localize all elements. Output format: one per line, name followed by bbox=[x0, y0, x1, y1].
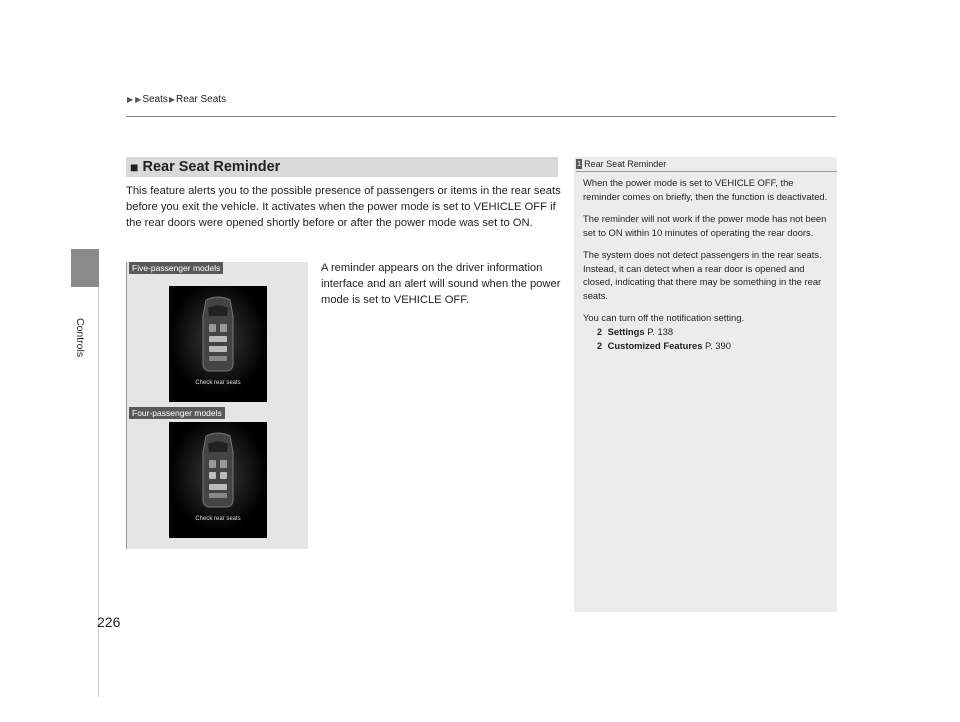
breadcrumb-arrow-icon: ▶ bbox=[168, 95, 176, 104]
breadcrumb-seats-link[interactable]: Seats bbox=[142, 94, 168, 105]
figure-description-text: A reminder appears on the driver information interface and an alert will sound when the power mode is set to VEHICLE OFF. bbox=[321, 262, 561, 306]
side-note-heading bbox=[576, 157, 837, 172]
page-number: 226 bbox=[97, 614, 121, 630]
reference-page: P. 390 bbox=[702, 340, 731, 351]
breadcrumb-rear-seats-link[interactable]: Rear Seats bbox=[176, 94, 227, 105]
reference-arrow-icon: 2 bbox=[597, 326, 603, 337]
four-passenger-screen bbox=[169, 422, 267, 538]
screen-caption: Check rear seats bbox=[195, 380, 241, 386]
five-passenger-screen bbox=[169, 286, 267, 402]
note-paragraph: The reminder will not work if the power mode has not been set to ON within 10 minutes of operating the rear doors. bbox=[583, 213, 827, 238]
reference-arrow-icon: 2 bbox=[597, 341, 603, 351]
header-rule bbox=[126, 116, 836, 117]
note-ref-number: 1 bbox=[577, 159, 582, 168]
four-passenger-tag: Four-passenger models bbox=[129, 407, 225, 419]
section-intro-text: This feature alerts you to the possible presence of passengers or items in the rear seats before you exit the vehicle. It activates when the power mode is set to VEHICLE OFF if the rear doors were opened shortly before or after the power mode was set to ON. bbox=[126, 185, 561, 229]
car-top-view-icon bbox=[169, 422, 267, 538]
section-marker-icon: ■ bbox=[130, 159, 139, 175]
section-heading bbox=[126, 157, 558, 177]
reference-page: P. 138 bbox=[644, 325, 674, 337]
section-title: Rear Seat Reminder bbox=[142, 159, 281, 175]
settings-reference-link[interactable] bbox=[583, 325, 831, 340]
chapter-tab-marker bbox=[71, 249, 99, 287]
reference-label: Customized Features bbox=[607, 340, 703, 351]
note-paragraph: The system does not detect passengers in the rear seats. Instead, it can detect when a rear door is opened and closed, indicating that there may be something in the rear seats. bbox=[583, 249, 822, 301]
screen-caption: Check rear seats bbox=[195, 516, 241, 522]
note-paragraph: When the power mode is set to VEHICLE OFF, the reminder comes on briefly, then the function is deactivated. bbox=[583, 177, 828, 202]
chapter-label: Controls bbox=[74, 318, 86, 358]
breadcrumb-arrow-icon: ▶ bbox=[135, 95, 142, 104]
note-paragraph: You can turn off the notification setting. bbox=[583, 312, 745, 323]
car-top-view-icon bbox=[169, 286, 267, 402]
side-divider bbox=[98, 287, 99, 697]
breadcrumb-arrow-icon: ▶ bbox=[127, 95, 134, 104]
customized-features-reference-link[interactable] bbox=[583, 339, 831, 354]
breadcrumb bbox=[126, 94, 226, 105]
reference-label: Settings bbox=[607, 325, 645, 337]
reminder-figure bbox=[126, 262, 308, 549]
five-passenger-tag: Five-passenger models bbox=[129, 262, 223, 274]
side-note-body bbox=[583, 176, 831, 354]
side-note-title: Rear Seat Reminder bbox=[584, 159, 667, 169]
